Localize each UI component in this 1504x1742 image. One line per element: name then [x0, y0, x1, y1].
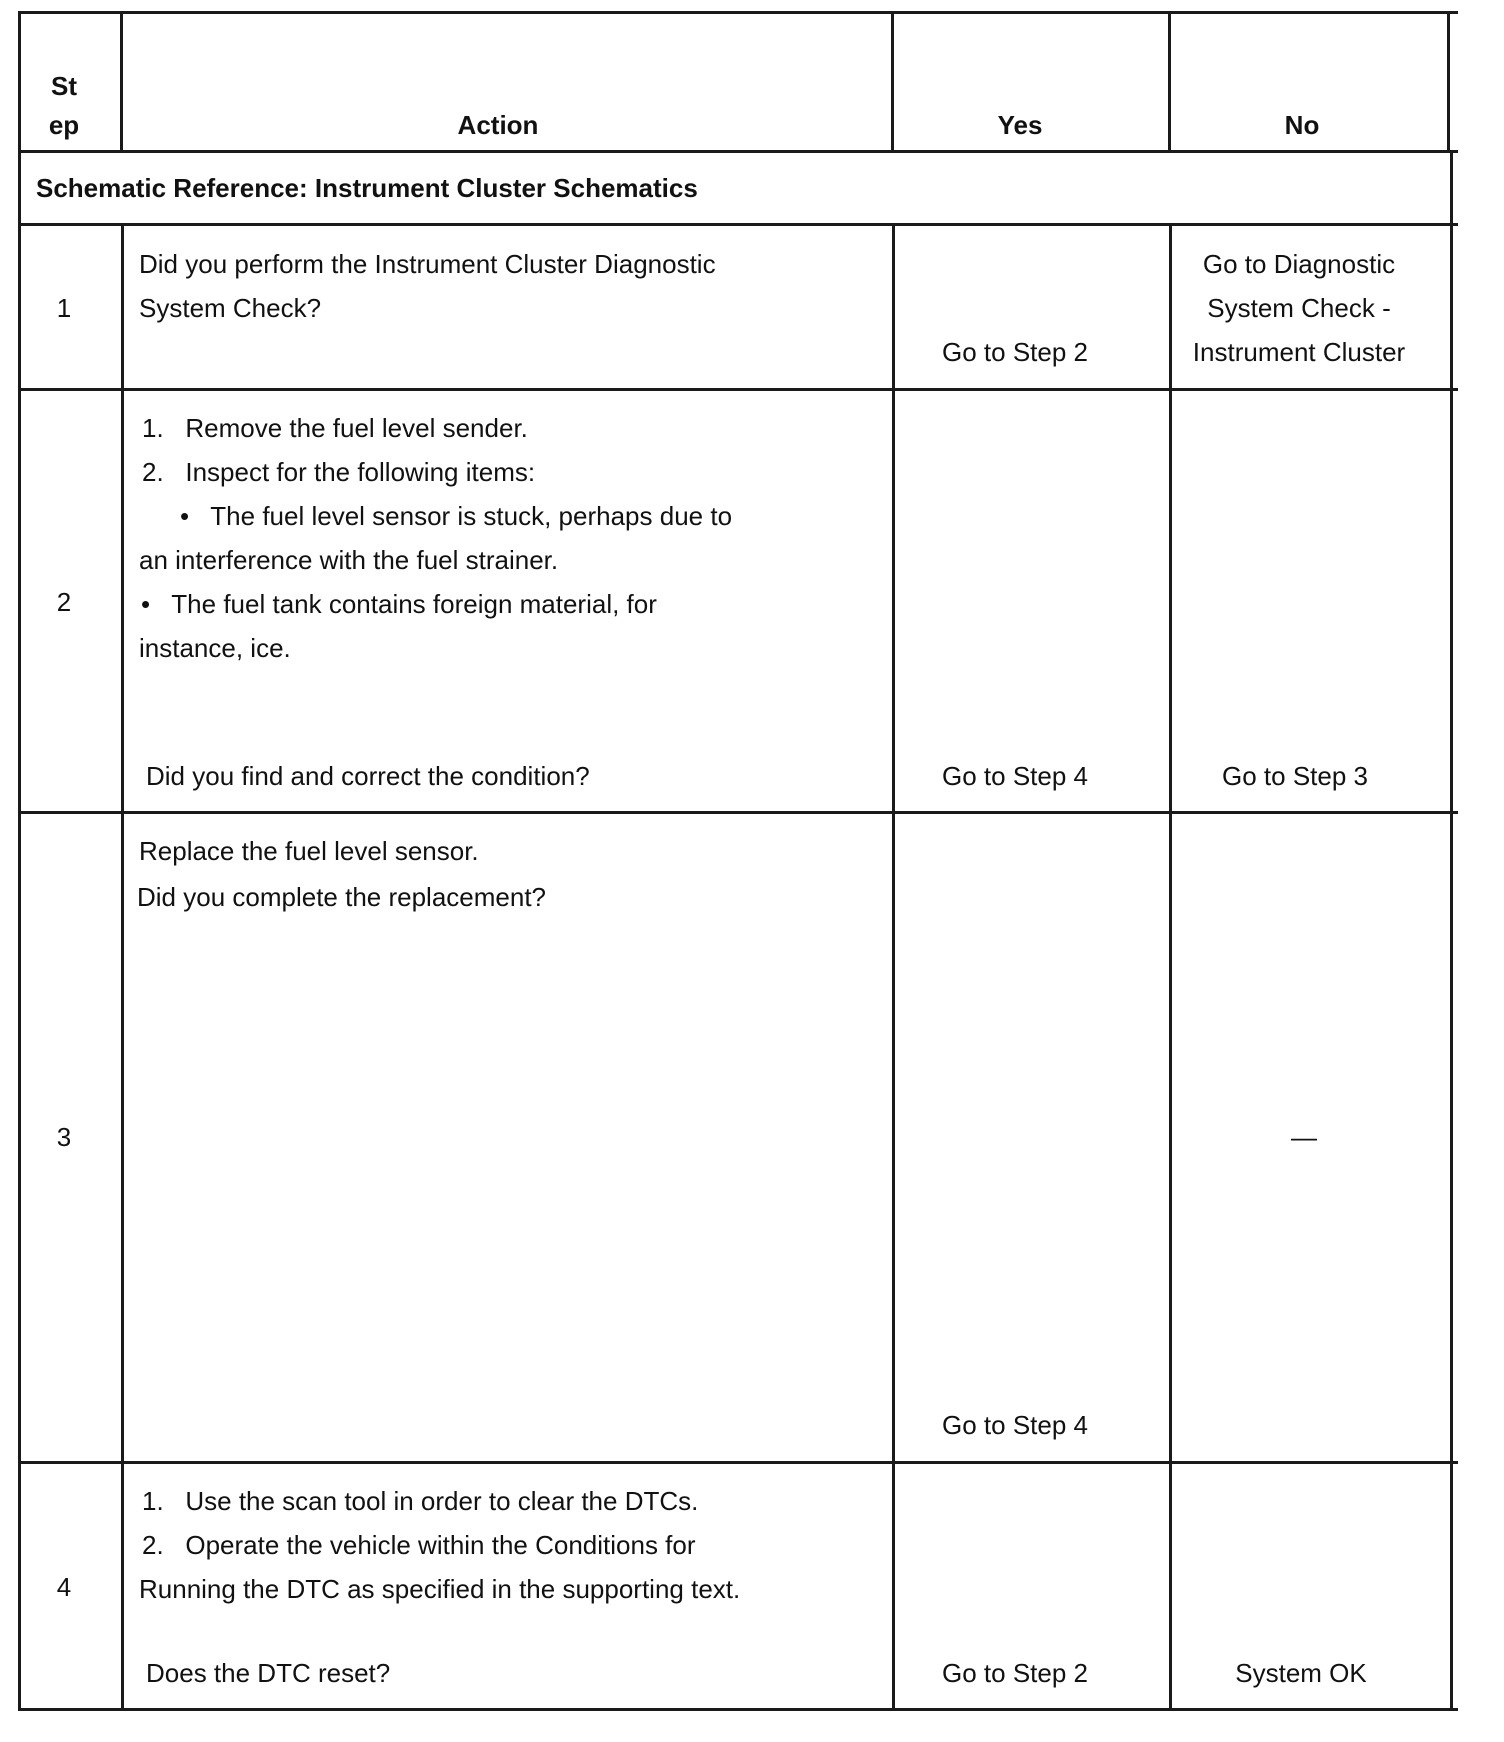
- header-step: ep: [48, 110, 80, 140]
- no-result: —: [1291, 1122, 1317, 1152]
- header-divider: [18, 150, 1458, 153]
- step-number: 1: [56, 293, 72, 323]
- action-text: 2. Inspect for the following items:: [142, 457, 536, 487]
- header-action: Action: [457, 110, 539, 140]
- action-question: Did you find and correct the condition?: [146, 761, 590, 791]
- yes-result: Go to Step 2: [942, 337, 1088, 367]
- no-result: System Check -: [1207, 293, 1391, 323]
- header-no: No: [1284, 110, 1320, 140]
- schematic-reference: Schematic Reference: Instrument Cluster Schematics: [36, 173, 698, 203]
- action-text: Did you complete the replacement?: [137, 882, 547, 912]
- step-number: 2: [56, 587, 72, 617]
- step-number: 4: [56, 1572, 72, 1602]
- column-divider-step: [120, 11, 123, 153]
- action-text: System Check?: [139, 293, 322, 323]
- no-result: System OK: [1235, 1658, 1367, 1688]
- column-divider-yes: [1169, 223, 1172, 1711]
- no-result: Go to Step 3: [1222, 761, 1368, 791]
- action-text: • The fuel level sensor is stuck, perhaps due to: [180, 501, 733, 531]
- action-text: • The fuel tank contains foreign material, for: [141, 589, 657, 619]
- header-yes: Yes: [997, 110, 1043, 140]
- row-divider: [18, 388, 1458, 391]
- column-divider-action: [891, 11, 894, 153]
- action-text: Did you perform the Instrument Cluster Diagnostic: [139, 249, 716, 279]
- no-result: Go to Diagnostic: [1202, 249, 1396, 279]
- action-question: Does the DTC reset?: [146, 1658, 391, 1688]
- table-border-top: [18, 11, 1458, 14]
- action-text: 2. Operate the vehicle within the Conditions for: [142, 1530, 696, 1560]
- yes-result: Go to Step 2: [942, 1658, 1088, 1688]
- yes-result: Go to Step 4: [942, 1410, 1088, 1440]
- column-divider-yes: [1168, 11, 1171, 153]
- action-text: 1. Remove the fuel level sender.: [142, 413, 528, 443]
- step-number: 3: [56, 1122, 72, 1152]
- action-text: an interference with the fuel strainer.: [139, 545, 559, 575]
- row-divider: [18, 811, 1458, 814]
- table-border-right: [1450, 150, 1453, 226]
- yes-result: Go to Step 4: [942, 761, 1088, 791]
- action-text: Running the DTC as specified in the supporting text.: [139, 1574, 741, 1604]
- table-border-right: [1450, 223, 1453, 1711]
- no-result: Instrument Cluster: [1192, 337, 1406, 367]
- reference-divider: [18, 223, 1458, 226]
- header-step: St: [51, 71, 77, 101]
- table-border-right: [1447, 11, 1450, 153]
- action-text: instance, ice.: [139, 633, 291, 663]
- row-divider: [18, 1461, 1458, 1464]
- action-text: Replace the fuel level sensor.: [139, 836, 479, 866]
- action-text: 1. Use the scan tool in order to clear the DTCs.: [142, 1486, 699, 1516]
- table-border-left: [18, 11, 21, 1711]
- column-divider-step: [121, 223, 124, 1711]
- table-border-bottom: [18, 1708, 1458, 1711]
- column-divider-action: [892, 223, 895, 1711]
